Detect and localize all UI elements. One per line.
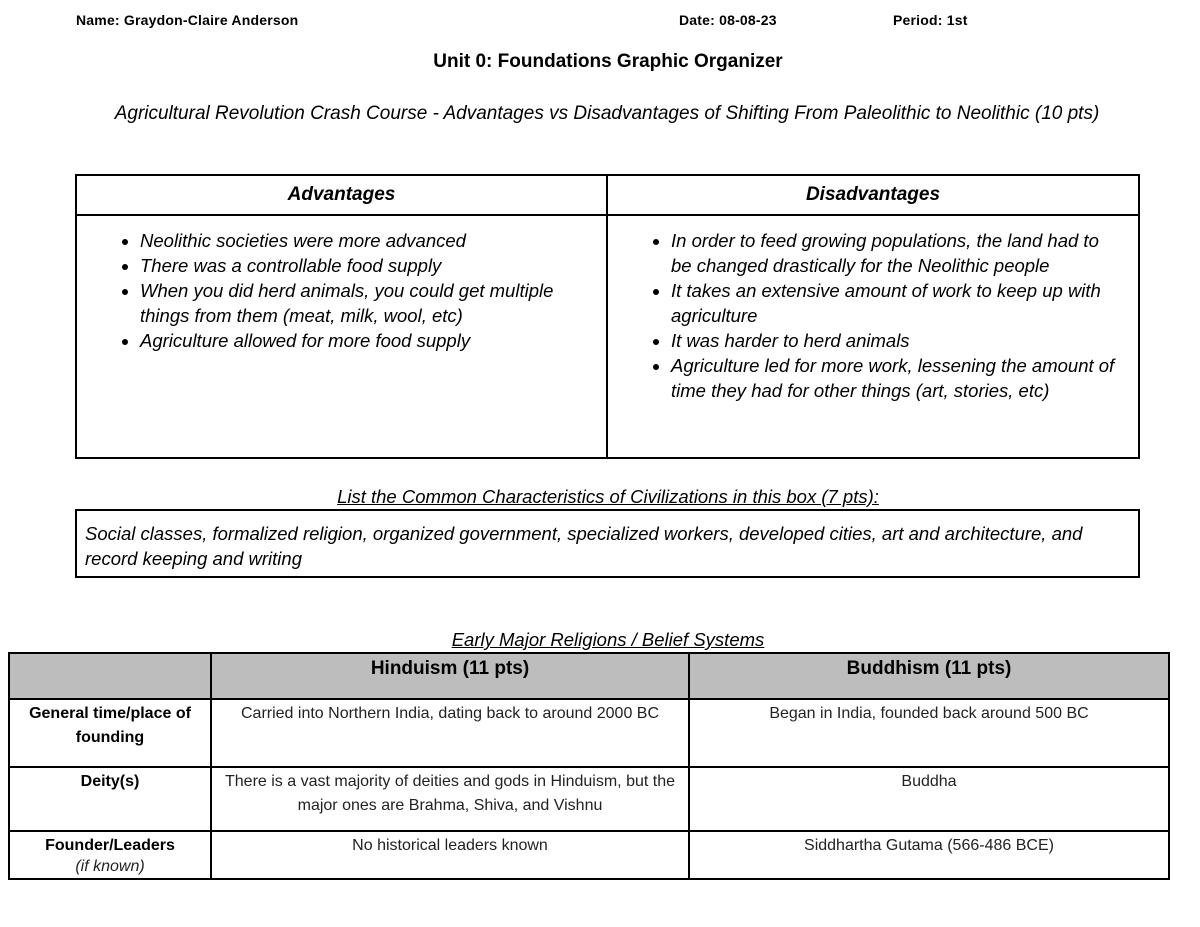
disadvantages-list bbox=[644, 228, 1122, 403]
row-sublabel: (if known) bbox=[75, 858, 145, 875]
hinduism-cell: Carried into Northern India, dating back to around 2000 BC bbox=[211, 699, 689, 767]
religions-table bbox=[8, 652, 1170, 880]
list-item: • Agriculture led for more work, lessening the amount of time they had for other things (art, stories, etc) bbox=[671, 353, 1122, 403]
corner-header bbox=[9, 653, 211, 699]
table-row bbox=[9, 831, 1169, 879]
advantages-cell bbox=[76, 215, 607, 458]
buddhism-cell: Siddhartha Gutama (566-486 BCE) bbox=[689, 831, 1169, 879]
characteristics-label: List the Common Characteristics of Civilizations in this box (7 pts): bbox=[337, 486, 879, 507]
row-label: Founder/Leaders bbox=[45, 837, 175, 854]
row-label: General time/place of founding bbox=[9, 699, 211, 767]
student-name: Name: Graydon-Claire Anderson bbox=[76, 12, 299, 28]
advantages-disadvantages-table bbox=[75, 174, 1140, 459]
hinduism-cell: No historical leaders known bbox=[211, 831, 689, 879]
hinduism-header: Hinduism (11 pts) bbox=[211, 653, 689, 699]
disadvantages-header: Disadvantages bbox=[607, 175, 1139, 215]
table-row bbox=[9, 767, 1169, 831]
list-item: • It takes an extensive amount of work to keep up with agriculture bbox=[671, 278, 1122, 328]
period: Period: 1st bbox=[893, 12, 968, 28]
characteristics-box: Social classes, formalized religion, organized government, specialized workers, developed cities, art and architecture, and record keeping and writing bbox=[75, 509, 1140, 578]
buddhism-cell: Buddha bbox=[689, 767, 1169, 831]
row-label-cell bbox=[9, 831, 211, 879]
table-row bbox=[9, 699, 1169, 767]
section-subtitle: Agricultural Revolution Crash Course - Advantages vs Disadvantages of Shifting From Paleolithic to Neolithic (10 pts) bbox=[114, 103, 1100, 124]
row-label: Deity(s) bbox=[9, 767, 211, 831]
buddhism-cell: Began in India, founded back around 500 BC bbox=[689, 699, 1169, 767]
list-item: • There was a controllable food supply bbox=[140, 253, 590, 278]
disadvantages-cell bbox=[607, 215, 1139, 458]
page-title: Unit 0: Foundations Graphic Organizer bbox=[433, 51, 783, 72]
list-item: • In order to feed growing populations, the land had to be changed drastically for the Neolithic people bbox=[671, 228, 1122, 278]
advantages-header: Advantages bbox=[76, 175, 607, 215]
list-item: • Neolithic societies were more advanced bbox=[140, 228, 590, 253]
list-item: • Agriculture allowed for more food supply bbox=[140, 328, 590, 353]
list-item: • It was harder to herd animals bbox=[671, 328, 1122, 353]
religions-caption: Early Major Religions / Belief Systems bbox=[451, 629, 765, 650]
list-item: • When you did herd animals, you could get multiple things from them (meat, milk, wool, etc) bbox=[140, 278, 590, 328]
hinduism-cell: There is a vast majority of deities and gods in Hinduism, but the major ones are Brahma, Shiva, and Vishnu bbox=[211, 767, 689, 831]
date: Date: 08-08-23 bbox=[679, 12, 777, 28]
buddhism-header: Buddhism (11 pts) bbox=[689, 653, 1169, 699]
advantages-list bbox=[113, 228, 590, 353]
